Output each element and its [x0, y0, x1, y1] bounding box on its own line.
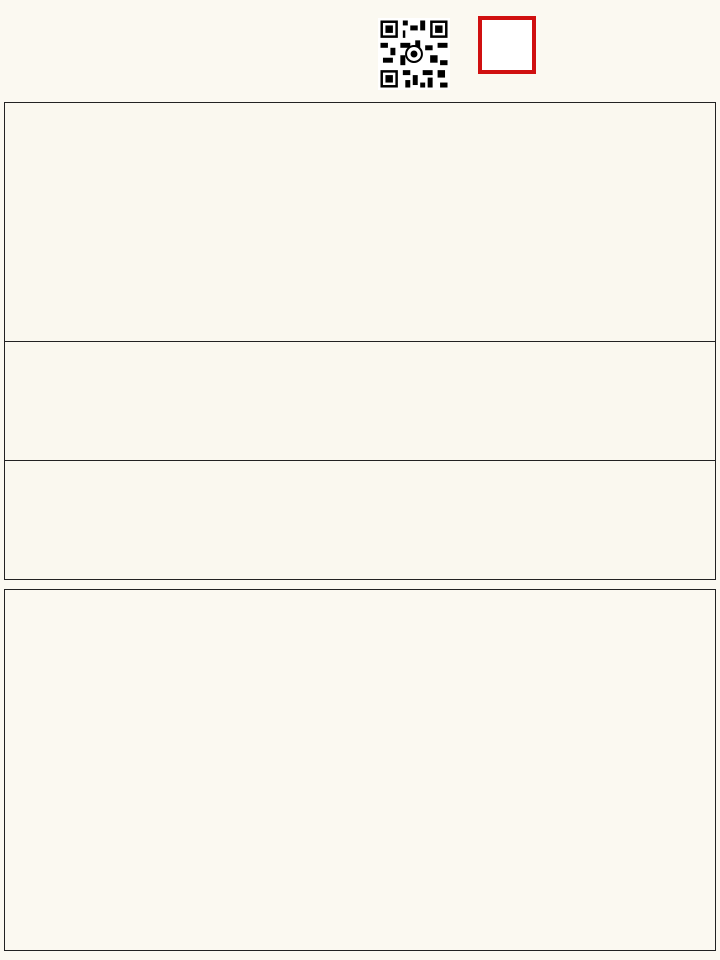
red-seal-logo: [478, 16, 536, 74]
qr-code: [378, 18, 450, 90]
annual-luck-grid: [4, 589, 716, 951]
four-pillars-board: [4, 102, 716, 580]
